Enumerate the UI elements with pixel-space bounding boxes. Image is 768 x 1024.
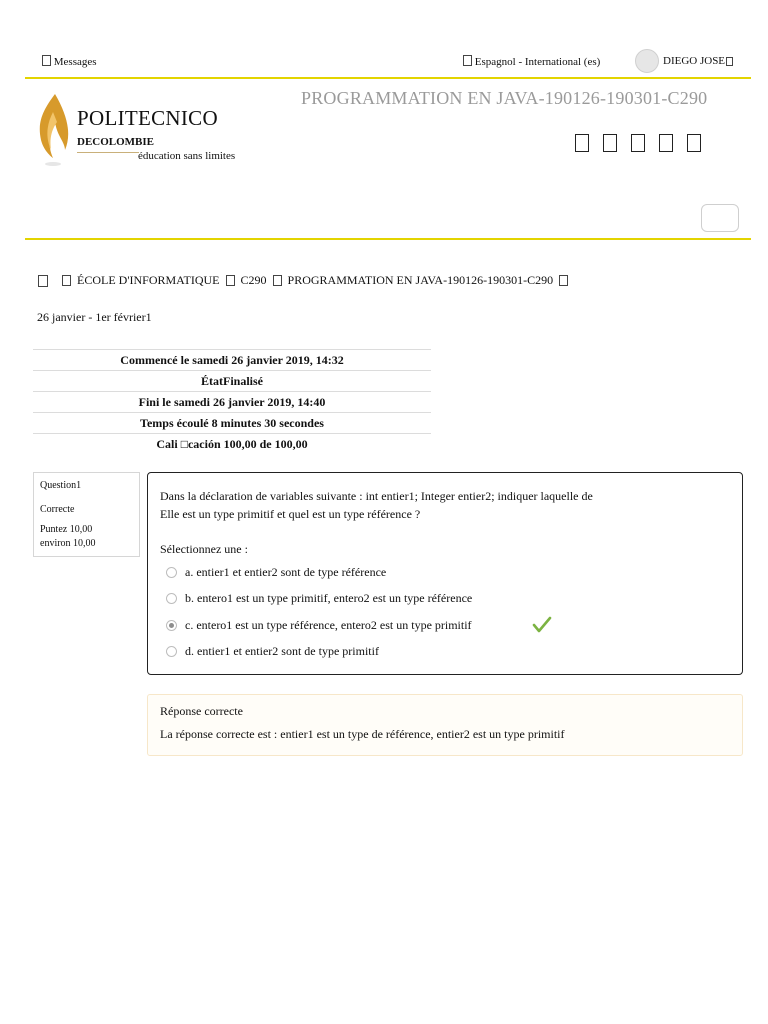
select-one-label: Sélectionnez une : — [160, 542, 248, 556]
course-title: PROGRAMMATION EN JAVA-190126-190301-C290 — [301, 88, 708, 108]
header-action-button[interactable] — [701, 204, 739, 232]
avatar — [635, 49, 659, 73]
radio-a[interactable] — [166, 567, 177, 578]
answer-option-b[interactable] — [166, 591, 472, 606]
question-text-line-2: Elle est un type primitif et quel est un type référence ? — [160, 507, 421, 521]
summary-grade: Cali □cación 100,00 de 100,00 — [33, 433, 431, 454]
breadcrumb-item-code[interactable]: C290 — [240, 273, 267, 287]
home-icon[interactable] — [38, 275, 48, 287]
feedback-title: Réponse correcte — [160, 704, 243, 718]
user-menu[interactable] — [635, 49, 733, 73]
logo-name: POLITECNICO — [77, 106, 218, 130]
question-info-panel — [33, 472, 140, 557]
question-box — [147, 472, 743, 675]
speech-bubble-icon — [42, 55, 51, 66]
messages-link[interactable] — [42, 55, 97, 68]
flame-logo-icon[interactable] — [35, 92, 71, 168]
option-d-label: d. entier1 et entier2 sont de type primitif — [185, 644, 379, 658]
top-navbar — [25, 44, 751, 79]
radio-d[interactable] — [166, 646, 177, 657]
answer-option-d[interactable] — [166, 644, 379, 659]
summary-time-taken: Temps écoulé 8 minutes 30 secondes — [33, 412, 431, 433]
breadcrumb — [38, 273, 568, 288]
chevron-right-icon — [273, 275, 282, 286]
question-text — [160, 487, 730, 523]
question-points: Puntez 10,00 — [40, 524, 93, 535]
question-number: Question1 — [40, 480, 82, 491]
toolbar-icon-3[interactable] — [631, 134, 645, 152]
radio-b[interactable] — [166, 593, 177, 604]
toolbar-icon-1[interactable] — [575, 134, 589, 152]
question-points-max: environ 10,00 — [40, 538, 96, 549]
logo-tagline: éducation sans limites — [138, 150, 236, 162]
header-toolbar — [575, 134, 701, 152]
user-name: DIEGO JOSE — [663, 55, 726, 67]
summary-finished: Fini le samedi 26 janvier 2019, 14:40 — [33, 391, 431, 412]
answer-option-c[interactable] — [166, 618, 472, 633]
answer-option-a[interactable] — [166, 565, 386, 580]
option-c-label: c. entero1 est un type référence, entero2 est un type primitif — [185, 618, 472, 632]
logo-divider — [77, 152, 139, 153]
language-label: Espagnol - International (es) — [474, 56, 601, 68]
toolbar-icon-5[interactable] — [687, 134, 701, 152]
summary-started: Commencé le samedi 26 janvier 2019, 14:32 — [33, 349, 431, 370]
question-status: Correcte — [40, 504, 75, 515]
option-a-label: a. entier1 et entier2 sont de type référence — [185, 565, 387, 579]
language-selector[interactable] — [463, 55, 600, 68]
feedback-text: La réponse correcte est : entier1 est un type de référence, entier2 est un type primitif — [160, 727, 565, 741]
globe-icon — [463, 55, 472, 66]
breadcrumb-item-school[interactable]: ÉCOLE D'INFORMATIQUE — [77, 273, 220, 287]
page-header — [25, 78, 751, 240]
chevron-right-icon — [62, 275, 71, 286]
messages-label: Messages — [53, 56, 97, 68]
toolbar-icon-2[interactable] — [603, 134, 617, 152]
question-text-line-1: Dans la déclaration de variables suivante : int entier1; Integer entier2; indiquer laquelle de — [160, 489, 593, 503]
chevron-right-icon — [559, 275, 568, 286]
option-b-label: b. entero1 est un type primitif, entero2 est un type référence — [185, 591, 473, 605]
breadcrumb-item-course[interactable]: PROGRAMMATION EN JAVA-190126-190301-C290 — [287, 273, 554, 287]
logo-subtitle: DECOLOMBIE — [77, 136, 155, 148]
week-range[interactable]: 26 janvier - 1er février1 — [37, 310, 152, 324]
feedback-panel — [147, 694, 743, 756]
toolbar-icon-4[interactable] — [659, 134, 673, 152]
caret-down-icon — [726, 57, 733, 66]
attempt-summary-table — [33, 349, 431, 454]
summary-state: ÉtatFinalisé — [33, 370, 431, 391]
checkmark-icon — [532, 616, 552, 634]
chevron-right-icon — [226, 275, 235, 286]
radio-c[interactable] — [166, 620, 177, 631]
